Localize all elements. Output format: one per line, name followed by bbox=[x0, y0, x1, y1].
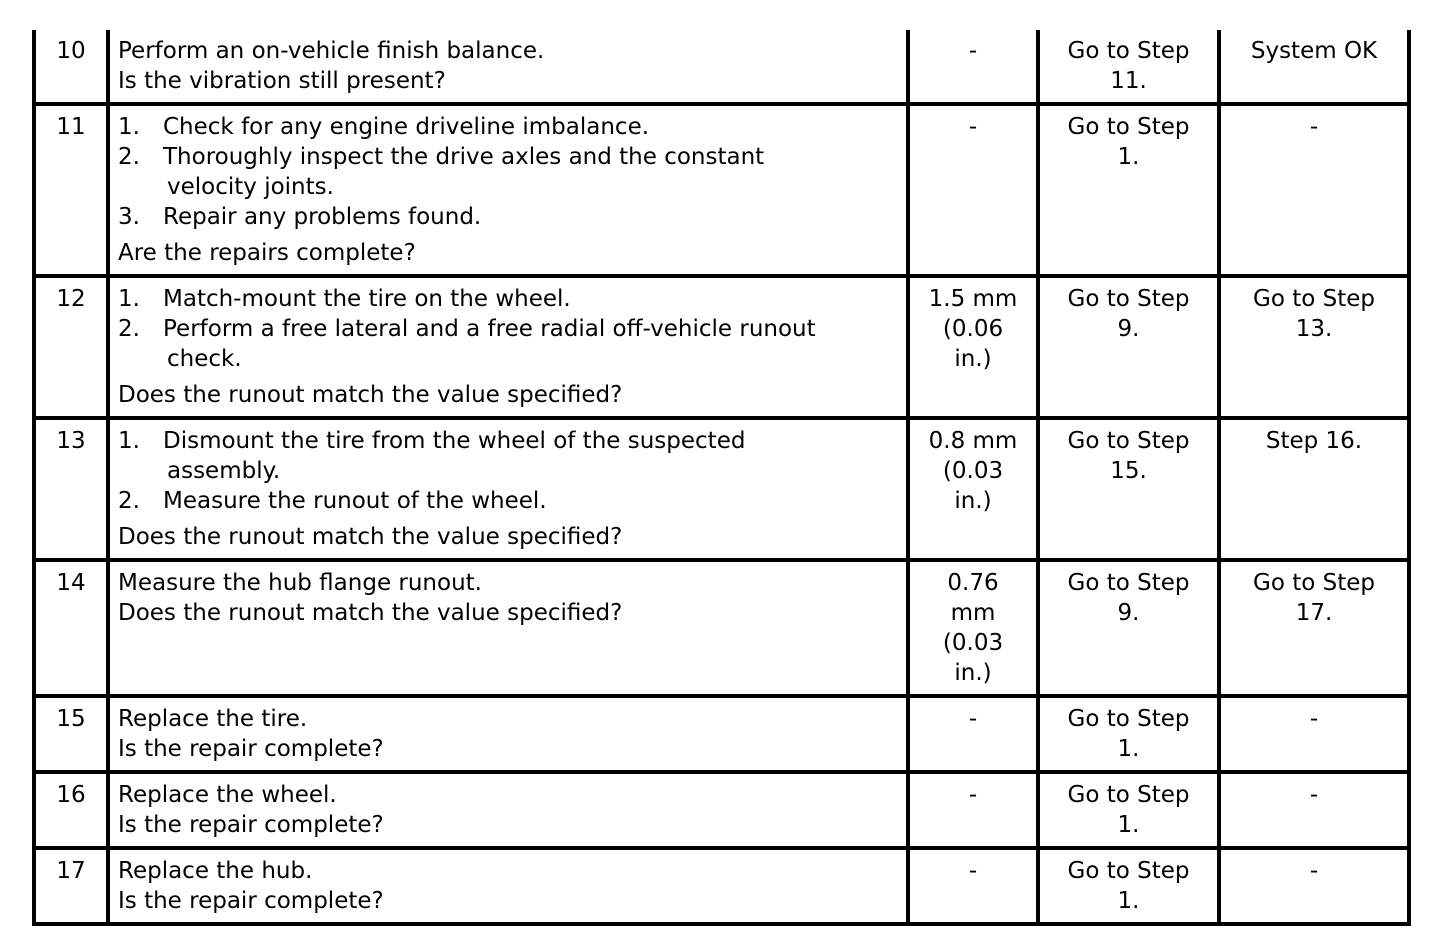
step-number-cell bbox=[34, 560, 108, 696]
yes-cell bbox=[1038, 418, 1219, 560]
table-row bbox=[34, 104, 1409, 276]
yes-line: Go to Step bbox=[1067, 706, 1190, 732]
value-line: - bbox=[968, 114, 978, 140]
action-line: Perform an on-vehicle finish balance. bbox=[118, 38, 545, 64]
yes-cell bbox=[1038, 30, 1219, 104]
action-cell bbox=[108, 104, 908, 276]
list-item-text: Measure the runout of the wheel. bbox=[163, 488, 547, 514]
step-number-cell bbox=[34, 276, 108, 418]
no-line: Go to Step bbox=[1253, 570, 1375, 596]
action-question: Does the runout match the value specified? bbox=[118, 524, 623, 550]
no-line: Go to Step bbox=[1253, 286, 1375, 312]
step-number: 14 bbox=[56, 570, 86, 596]
value-cell bbox=[908, 418, 1038, 560]
no-cell bbox=[1219, 560, 1409, 696]
value-line: mm bbox=[950, 600, 996, 626]
no-cell bbox=[1219, 276, 1409, 418]
no-line: - bbox=[1309, 782, 1319, 808]
no-line: - bbox=[1309, 114, 1319, 140]
step-number: 17 bbox=[56, 858, 86, 884]
no-cell bbox=[1219, 418, 1409, 560]
value-line: (0.06 bbox=[942, 316, 1004, 342]
list-item-number: 3. bbox=[118, 204, 140, 230]
value-line: (0.03 bbox=[942, 458, 1004, 484]
yes-line: 9. bbox=[1117, 600, 1140, 626]
list-item-text: Match-mount the tire on the wheel. bbox=[163, 286, 571, 312]
step-number: 10 bbox=[56, 38, 86, 64]
value-line: 1.5 mm bbox=[928, 286, 1018, 312]
list-item-number: 2. bbox=[118, 316, 140, 342]
list-item-text: assembly. bbox=[167, 458, 281, 484]
value-cell bbox=[908, 772, 1038, 848]
yes-line: 1. bbox=[1117, 736, 1140, 762]
value-cell bbox=[908, 560, 1038, 696]
value-cell bbox=[908, 104, 1038, 276]
list-item-text: Thoroughly inspect the drive axles and the constant bbox=[163, 144, 765, 170]
value-line: 0.8 mm bbox=[928, 428, 1018, 454]
list-item-number: 2. bbox=[118, 144, 140, 170]
step-number: 12 bbox=[56, 286, 86, 312]
diagnostic-table bbox=[32, 30, 1411, 926]
step-number: 13 bbox=[56, 428, 86, 454]
action-line: Is the repair complete? bbox=[118, 888, 384, 914]
list-item-text: Dismount the tire from the wheel of the suspected bbox=[163, 428, 746, 454]
value-cell bbox=[908, 276, 1038, 418]
no-cell bbox=[1219, 772, 1409, 848]
action-line: Replace the hub. bbox=[118, 858, 313, 884]
step-number-cell bbox=[34, 30, 108, 104]
value-line: - bbox=[968, 858, 978, 884]
table-row bbox=[34, 772, 1409, 848]
step-number-cell bbox=[34, 696, 108, 772]
yes-line: Go to Step bbox=[1067, 38, 1190, 64]
action-cell bbox=[108, 560, 908, 696]
action-list-item bbox=[118, 426, 898, 486]
step-number-cell bbox=[34, 848, 108, 924]
no-line: 13. bbox=[1295, 316, 1333, 342]
action-list-item bbox=[118, 112, 898, 142]
yes-cell bbox=[1038, 104, 1219, 276]
value-line: 0.76 bbox=[947, 570, 999, 596]
action-line: Is the repair complete? bbox=[118, 736, 384, 762]
no-cell bbox=[1219, 30, 1409, 104]
step-number: 15 bbox=[56, 706, 86, 732]
list-item-text: check. bbox=[167, 346, 242, 372]
step-number: 11 bbox=[56, 114, 86, 140]
step-number: 16 bbox=[56, 782, 86, 808]
yes-cell bbox=[1038, 696, 1219, 772]
diagnostic-table-sheet bbox=[32, 30, 1407, 926]
action-line: Is the vibration still present? bbox=[118, 68, 446, 94]
list-item-text: Perform a free lateral and a free radial off-vehicle runout bbox=[163, 316, 816, 342]
action-question: Does the runout match the value specified? bbox=[118, 382, 623, 408]
no-line: System OK bbox=[1250, 38, 1378, 64]
list-item-number: 1. bbox=[118, 428, 140, 454]
action-line: Replace the tire. bbox=[118, 706, 308, 732]
value-line: in.) bbox=[954, 346, 992, 372]
yes-line: 15. bbox=[1110, 458, 1147, 484]
action-cell bbox=[108, 418, 908, 560]
yes-line: Go to Step bbox=[1067, 782, 1190, 808]
list-item-text: velocity joints. bbox=[167, 174, 334, 200]
no-line: Step 16. bbox=[1265, 428, 1363, 454]
yes-cell bbox=[1038, 848, 1219, 924]
action-list bbox=[118, 426, 898, 516]
yes-line: 1. bbox=[1117, 812, 1140, 838]
table-row bbox=[34, 276, 1409, 418]
list-item-number: 1. bbox=[118, 286, 140, 312]
yes-line: Go to Step bbox=[1067, 114, 1190, 140]
no-cell bbox=[1219, 696, 1409, 772]
yes-cell bbox=[1038, 560, 1219, 696]
action-cell bbox=[108, 30, 908, 104]
value-line: - bbox=[968, 706, 978, 732]
action-list bbox=[118, 112, 898, 232]
yes-line: 1. bbox=[1117, 888, 1140, 914]
yes-line: Go to Step bbox=[1067, 286, 1190, 312]
action-cell bbox=[108, 696, 908, 772]
list-item-text: Repair any problems found. bbox=[163, 204, 482, 230]
yes-cell bbox=[1038, 772, 1219, 848]
no-cell bbox=[1219, 104, 1409, 276]
action-list-item bbox=[118, 284, 898, 314]
action-cell bbox=[108, 772, 908, 848]
action-line: Measure the hub flange runout. bbox=[118, 570, 482, 596]
value-line: in.) bbox=[954, 660, 992, 686]
list-item-number: 1. bbox=[118, 114, 140, 140]
table-row bbox=[34, 560, 1409, 696]
no-line: 17. bbox=[1295, 600, 1333, 626]
yes-cell bbox=[1038, 276, 1219, 418]
value-cell bbox=[908, 30, 1038, 104]
action-question: Are the repairs complete? bbox=[118, 240, 416, 266]
no-cell bbox=[1219, 848, 1409, 924]
value-cell bbox=[908, 696, 1038, 772]
no-line: - bbox=[1309, 706, 1319, 732]
yes-line: 1. bbox=[1117, 144, 1140, 170]
value-cell bbox=[908, 848, 1038, 924]
step-number-cell bbox=[34, 104, 108, 276]
action-list bbox=[118, 284, 898, 374]
value-line: in.) bbox=[954, 488, 992, 514]
action-list-item bbox=[118, 314, 898, 374]
value-line: - bbox=[968, 38, 978, 64]
list-item-number: 2. bbox=[118, 488, 140, 514]
action-list-item bbox=[118, 202, 898, 232]
step-number-cell bbox=[34, 772, 108, 848]
value-line: (0.03 bbox=[942, 630, 1004, 656]
action-cell bbox=[108, 276, 908, 418]
action-cell bbox=[108, 848, 908, 924]
action-list-item bbox=[118, 486, 898, 516]
no-line: - bbox=[1309, 858, 1319, 884]
yes-line: 11. bbox=[1110, 68, 1147, 94]
table-row bbox=[34, 848, 1409, 924]
yes-line: Go to Step bbox=[1067, 570, 1190, 596]
action-line: Is the repair complete? bbox=[118, 812, 384, 838]
action-list-item bbox=[118, 142, 898, 202]
table-row bbox=[34, 696, 1409, 772]
yes-line: 9. bbox=[1117, 316, 1140, 342]
table-body bbox=[34, 30, 1409, 924]
table-row bbox=[34, 418, 1409, 560]
action-line: Does the runout match the value specified? bbox=[118, 600, 623, 626]
action-line: Replace the wheel. bbox=[118, 782, 337, 808]
table-row bbox=[34, 30, 1409, 104]
step-number-cell bbox=[34, 418, 108, 560]
yes-line: Go to Step bbox=[1067, 428, 1190, 454]
value-line: - bbox=[968, 782, 978, 808]
yes-line: Go to Step bbox=[1067, 858, 1190, 884]
list-item-text: Check for any engine driveline imbalance. bbox=[163, 114, 650, 140]
